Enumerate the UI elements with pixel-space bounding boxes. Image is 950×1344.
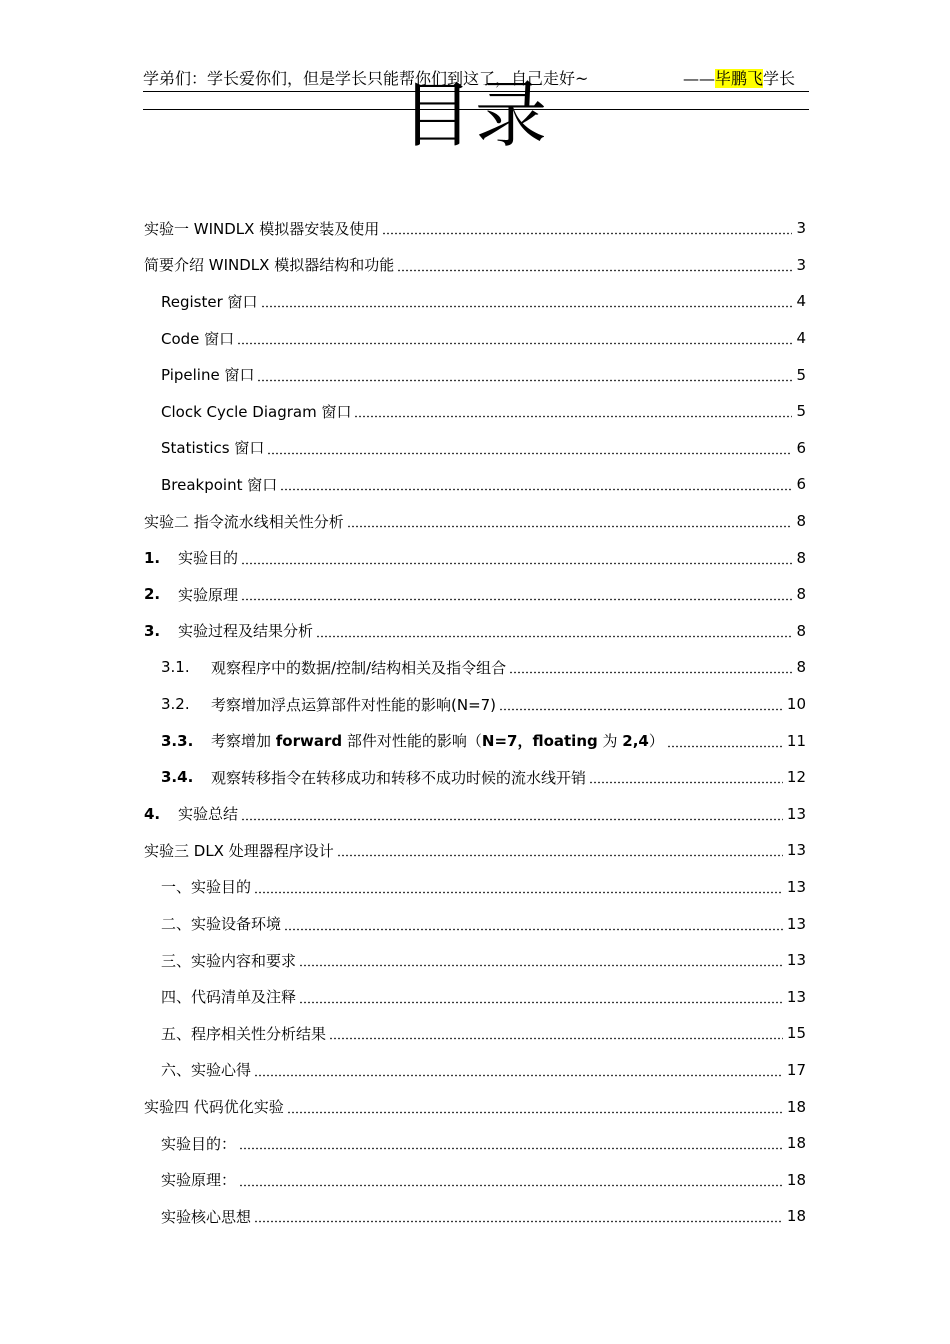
toc-leader — [509, 660, 792, 674]
toc-leader — [287, 1100, 783, 1114]
toc-leader — [254, 880, 783, 894]
toc-page-number: 13 — [786, 914, 806, 933]
toc-entry-label: 实验目的： — [161, 1134, 237, 1153]
toc-page-number: 18 — [786, 1134, 806, 1153]
toc-entry[interactable] — [144, 869, 806, 906]
toc-leader — [499, 697, 783, 711]
toc-entry[interactable] — [144, 539, 806, 576]
toc-entry[interactable] — [144, 942, 806, 979]
toc-page-number: 8 — [796, 548, 806, 567]
toc-page-number: 13 — [786, 951, 806, 970]
toc-entry-label: Code 窗口 — [161, 329, 235, 348]
toc-entry-label: 二、实验设备环境 — [161, 915, 282, 934]
toc-entry-label: 观察程序中的数据/控制/结构相关及指令组合 — [211, 658, 507, 677]
toc-leader — [254, 1063, 783, 1077]
toc-page-number: 6 — [796, 438, 806, 457]
toc-entry[interactable] — [144, 503, 806, 540]
toc-leader — [241, 551, 792, 565]
toc-entry-label: 六、实验心得 — [161, 1061, 252, 1080]
toc-leader — [261, 294, 792, 308]
toc-entry-number: 3.4. — [161, 768, 194, 787]
toc-leader — [667, 734, 783, 748]
toc-page-number: 17 — [786, 1060, 806, 1079]
toc-page-number: 18 — [786, 1170, 806, 1189]
toc-entry-number: 1. — [144, 548, 161, 567]
toc-entry-label: Pipeline 窗口 — [161, 366, 255, 385]
toc-leader — [337, 843, 783, 857]
toc-entry-label: 观察转移指令在转移成功和转移不成功时候的流水线开销 — [211, 768, 587, 787]
toc-entry[interactable] — [144, 1088, 806, 1125]
toc-entry[interactable] — [144, 905, 806, 942]
toc-entry[interactable] — [144, 1052, 806, 1089]
toc-entry-label: 实验三 DLX 处理器程序设计 — [144, 841, 334, 860]
toc-entry-label: 简要介绍 WINDLX 模拟器结构和功能 — [144, 256, 395, 275]
toc-entry[interactable] — [144, 1161, 806, 1198]
toc-leader — [284, 917, 783, 931]
toc-leader — [280, 477, 792, 491]
toc-entry-label: Statistics 窗口 — [161, 439, 265, 458]
toc-leader — [257, 368, 792, 382]
toc-page-number: 18 — [786, 1207, 806, 1226]
toc-entry[interactable] — [144, 356, 806, 393]
toc-entry-label: 实验一 WINDLX 模拟器安装及使用 — [144, 219, 380, 238]
toc-entry-label: 实验总结 — [178, 805, 239, 824]
toc-leader — [397, 258, 792, 272]
toc-page-number: 4 — [796, 329, 806, 348]
toc-page-number: 12 — [786, 768, 806, 787]
toc-entry[interactable] — [144, 1015, 806, 1052]
toc-entry[interactable] — [144, 832, 806, 869]
toc-entry[interactable] — [144, 722, 806, 759]
toc-entry-label: Breakpoint 窗口 — [161, 475, 278, 494]
toc-page-number: 3 — [796, 219, 806, 238]
toc-leader — [354, 404, 792, 418]
page-title: 目录 — [400, 73, 549, 157]
toc-page-number: 8 — [796, 512, 806, 531]
header-rule-lower — [143, 109, 809, 110]
toc-entry[interactable] — [144, 466, 806, 503]
toc-leader — [382, 221, 792, 235]
toc-leader — [237, 331, 792, 345]
toc-entry-label: Register 窗口 — [161, 292, 258, 311]
toc-page-number: 10 — [786, 695, 806, 714]
toc-page-number: 8 — [796, 585, 806, 604]
toc-leader — [267, 441, 792, 455]
header-message: 学弟们：学长爱你们，但是学长只能帮你们到这了，自己走好~ — [143, 69, 589, 88]
toc-entry[interactable] — [144, 576, 806, 613]
toc-entry[interactable] — [144, 393, 806, 430]
header-signature-suffix: 学长 — [762, 69, 795, 88]
toc-entry[interactable] — [144, 283, 806, 320]
toc-page-number: 13 — [786, 841, 806, 860]
toc-entry-label: 五、程序相关性分析结果 — [161, 1024, 327, 1043]
toc-entry-label: 实验四 代码优化实验 — [144, 1098, 284, 1117]
toc-entry-label: 实验目的 — [178, 549, 239, 568]
header-signature-dash: —— — [682, 69, 715, 88]
toc-page-number: 3 — [796, 255, 806, 274]
toc-entry-label: 实验原理： — [161, 1171, 237, 1190]
toc-entry-label: Clock Cycle Diagram 窗口 — [161, 402, 352, 421]
toc-leader — [589, 770, 783, 784]
table-of-contents — [144, 210, 806, 1235]
toc-entry[interactable] — [144, 978, 806, 1015]
toc-leader — [299, 990, 783, 1004]
toc-leader — [347, 514, 792, 528]
toc-page-number: 5 — [796, 365, 806, 384]
toc-entry-number: 4. — [144, 804, 161, 823]
toc-entry[interactable] — [144, 1198, 806, 1235]
toc-page-number: 15 — [786, 1024, 806, 1043]
toc-page-number: 18 — [786, 1097, 806, 1116]
toc-entry-number: 3. — [144, 621, 161, 640]
toc-entry-label: 实验过程及结果分析 — [178, 622, 314, 641]
toc-page-number: 13 — [786, 987, 806, 1006]
toc-leader — [254, 1209, 783, 1223]
toc-page-number: 8 — [796, 621, 806, 640]
toc-entry[interactable] — [144, 210, 806, 247]
toc-entry[interactable] — [144, 430, 806, 467]
toc-leader — [239, 1173, 783, 1187]
toc-page-number: 13 — [786, 877, 806, 896]
toc-entry-label: 实验原理 — [178, 585, 239, 604]
header-signature-name: 毕鹏飞 — [714, 69, 763, 88]
toc-page-number: 11 — [786, 731, 806, 750]
toc-leader — [299, 953, 783, 967]
toc-page-number: 8 — [796, 658, 806, 677]
toc-entry[interactable] — [144, 759, 806, 796]
toc-leader — [241, 807, 783, 821]
toc-leader — [239, 1136, 783, 1150]
toc-entry-label: 三、实验内容和要求 — [161, 951, 297, 970]
toc-entry[interactable] — [144, 320, 806, 357]
toc-entry-label: 四、代码清单及注释 — [161, 988, 297, 1007]
toc-entry-label: 一、实验目的 — [161, 878, 252, 897]
toc-entry[interactable] — [144, 649, 806, 686]
toc-page-number: 13 — [786, 804, 806, 823]
toc-entry-number: 3.1. — [161, 658, 190, 677]
toc-entry-label: 实验核心思想 — [161, 1207, 252, 1226]
toc-entry-number: 3.3. — [161, 731, 194, 750]
toc-entry-number: 2. — [144, 585, 161, 604]
toc-page-number: 6 — [796, 475, 806, 494]
toc-entry[interactable] — [144, 686, 806, 723]
toc-entry-label: 考察增加 forward 部件对性能的影响（N=7，floating 为 2,4） — [211, 732, 664, 751]
toc-leader — [329, 1026, 783, 1040]
toc-entry-label: 考察增加浮点运算部件对性能的影响(N=7) — [211, 695, 497, 714]
toc-entry-label: 实验二 指令流水线相关性分析 — [144, 512, 344, 531]
toc-entry[interactable] — [144, 613, 806, 650]
toc-page-number: 4 — [796, 292, 806, 311]
toc-entry[interactable] — [144, 796, 806, 833]
toc-entry-number: 3.2. — [161, 695, 190, 714]
toc-entry[interactable] — [144, 1125, 806, 1162]
toc-leader — [316, 624, 792, 638]
toc-leader — [241, 587, 792, 601]
toc-page-number: 5 — [796, 402, 806, 421]
toc-entry[interactable] — [144, 247, 806, 284]
